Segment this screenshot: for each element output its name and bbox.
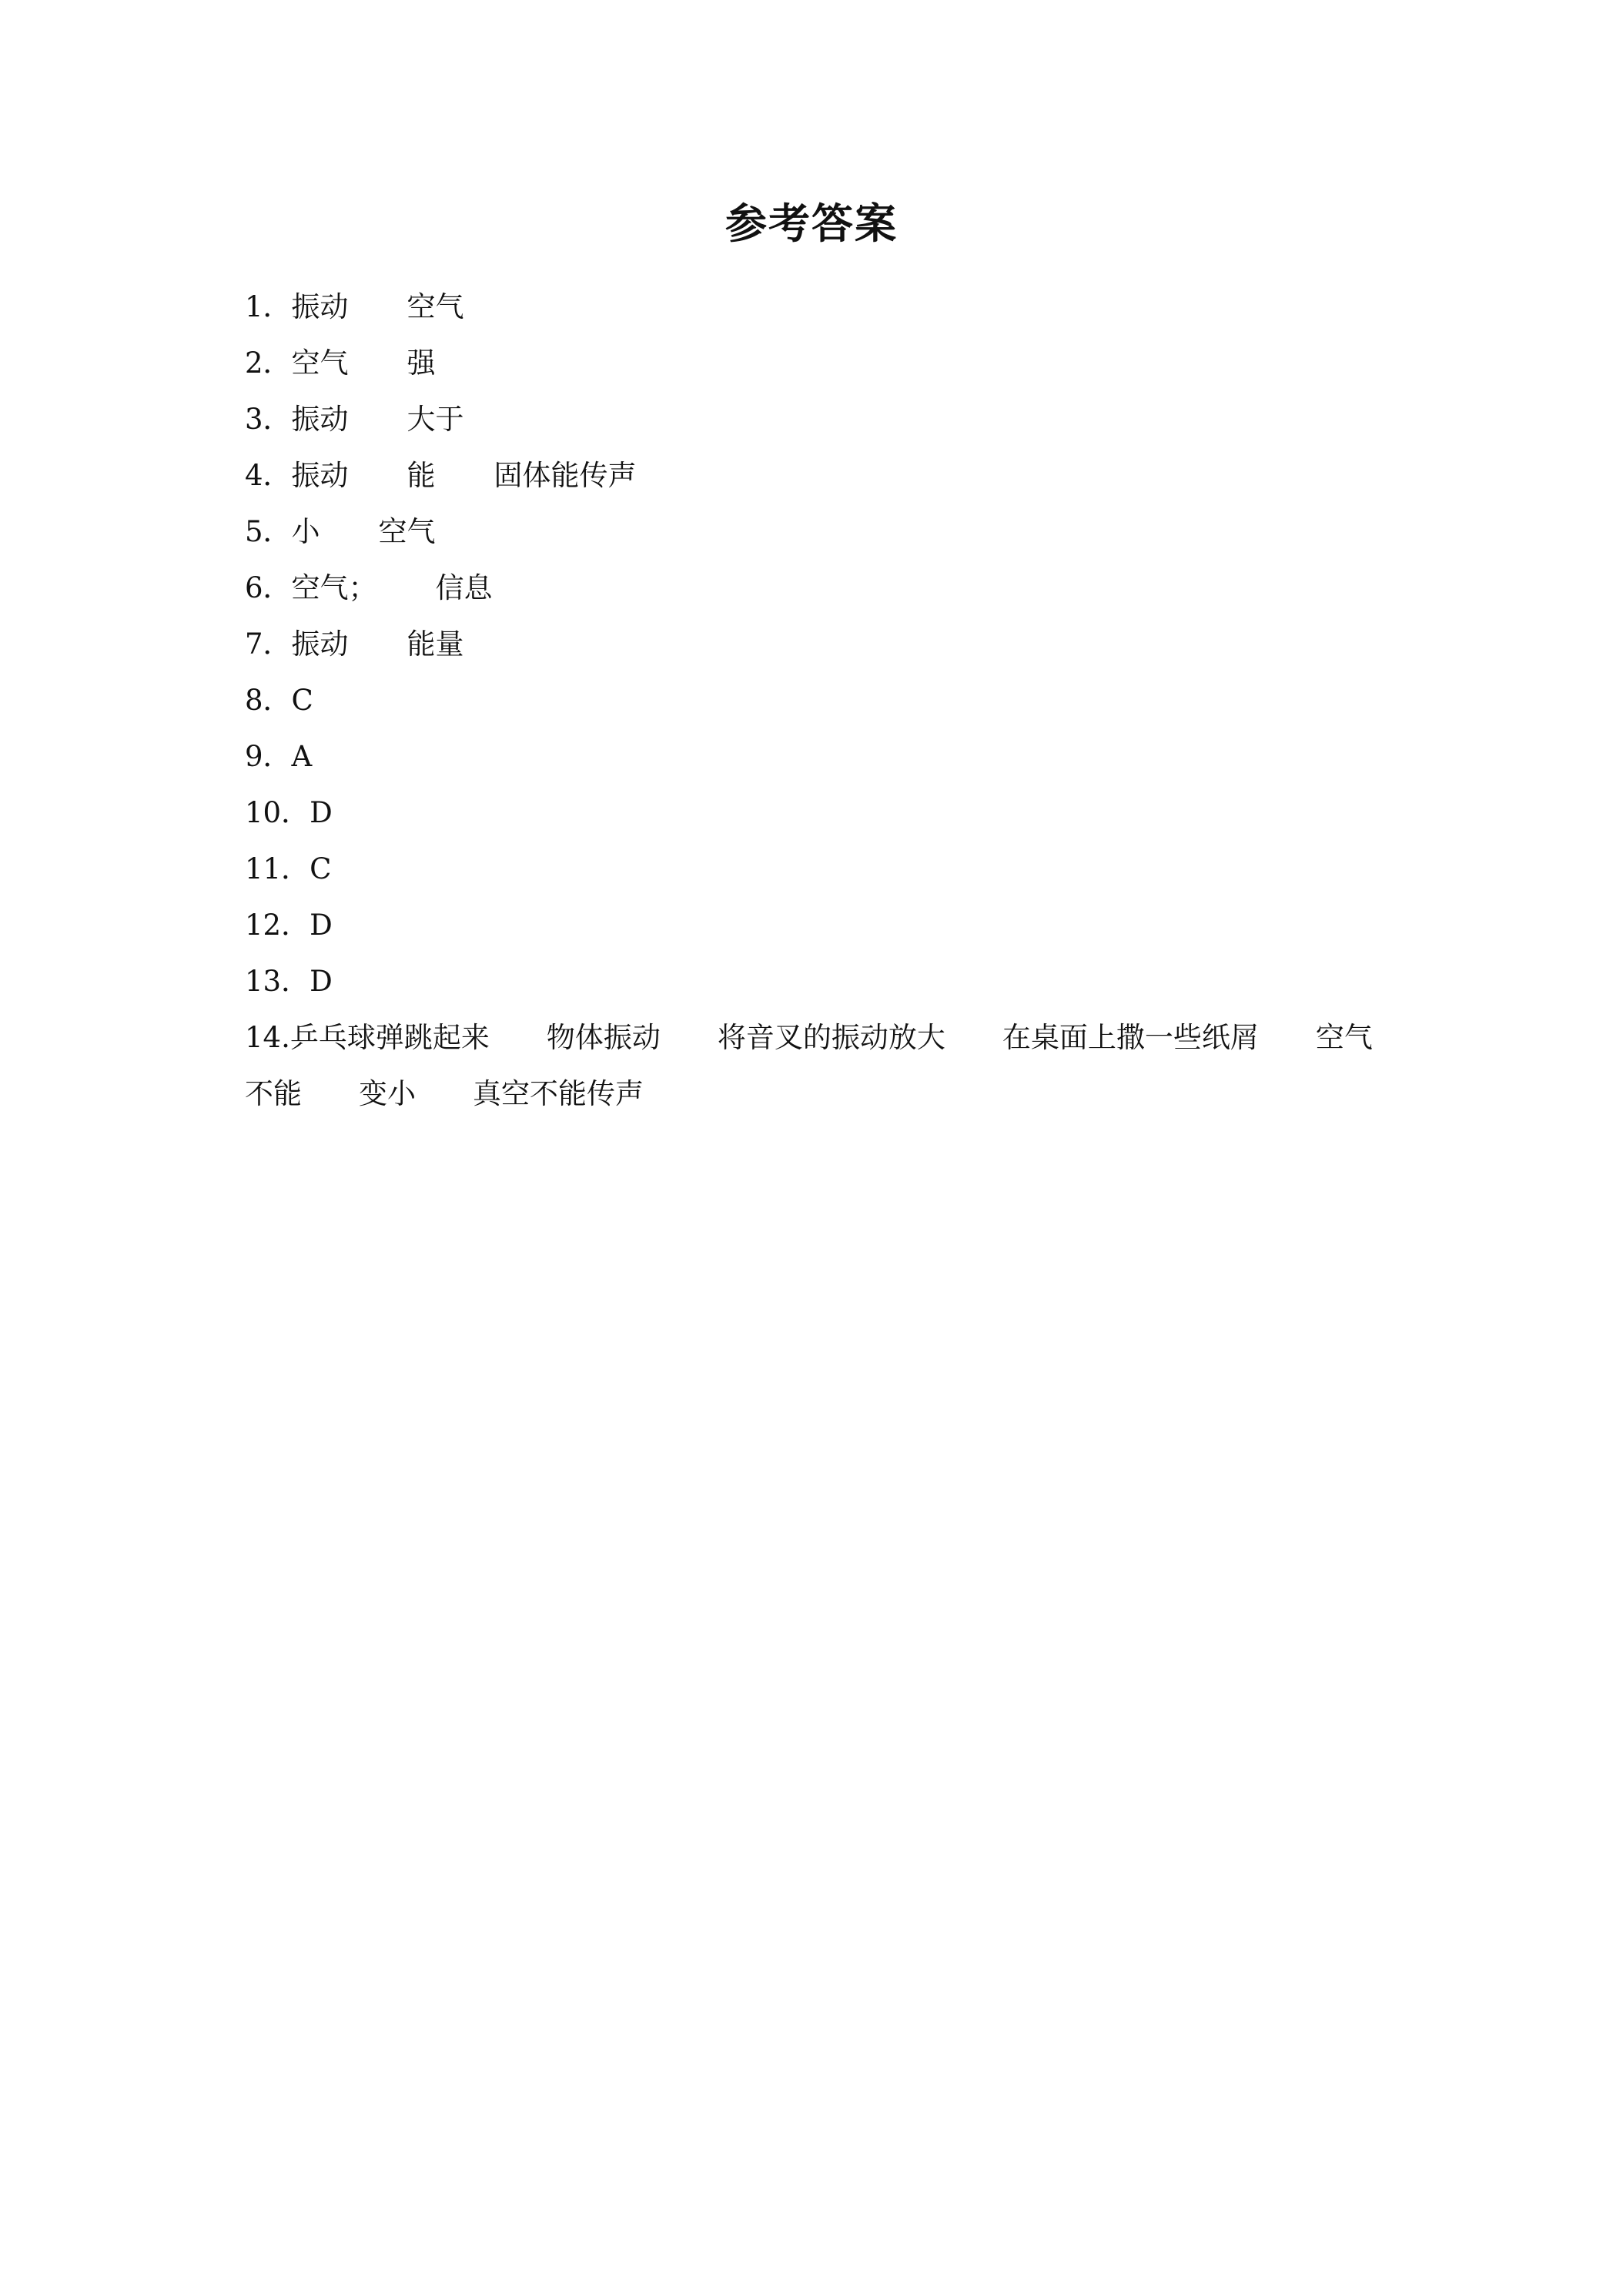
answer-text: 空气	[291, 346, 349, 380]
answer-7	[245, 616, 1400, 672]
answer-text: 空气	[407, 290, 464, 323]
question-number: 8．	[245, 684, 292, 717]
answer-text: 固体能传声	[494, 459, 637, 492]
question-number: 7．	[245, 628, 292, 661]
question-number: 9．	[245, 740, 292, 773]
question-number: 11．	[245, 852, 310, 885]
question-number: 5．	[245, 515, 292, 548]
question-number: 6．	[245, 571, 292, 604]
question-number: 3．	[245, 403, 292, 436]
answer-text: D	[310, 909, 333, 942]
answer-8	[245, 672, 1400, 728]
answer-text: 不能	[245, 1077, 302, 1110]
answer-text: 将音叉的振动放大	[717, 1021, 945, 1054]
answer-text: C	[310, 852, 332, 885]
question-number: 2．	[245, 346, 292, 380]
answer-13	[245, 953, 1400, 1009]
answer-3	[245, 391, 1400, 447]
answer-text: 大于	[407, 403, 464, 436]
answer-text: 强	[407, 346, 436, 380]
question-number: 12．	[245, 909, 310, 942]
answer-text: C	[291, 684, 313, 717]
question-number: 4．	[245, 459, 292, 492]
answer-text: 空气；	[291, 571, 377, 604]
answer-text: 空气	[1315, 1021, 1373, 1054]
question-number: 13．	[245, 965, 310, 998]
answer-14-line-2	[245, 1066, 1400, 1122]
answer-text: 能	[407, 459, 436, 492]
answer-2	[245, 335, 1400, 391]
answer-10	[245, 785, 1400, 841]
answer-text: 物体振动	[546, 1021, 661, 1054]
page-title: 参考答案	[725, 199, 898, 248]
answer-1	[245, 279, 1400, 335]
question-number: 10．	[245, 796, 310, 829]
answer-text: 在桌面上撒一些纸屑	[1002, 1021, 1259, 1054]
answer-text: 振动	[291, 290, 349, 323]
answer-9	[245, 728, 1400, 785]
answer-text: A	[291, 740, 313, 773]
answer-text: 乒乓球弹跳起来	[289, 1021, 490, 1054]
answer-14-line-1	[245, 1009, 1400, 1066]
answer-12	[245, 897, 1400, 953]
question-number: 14.	[245, 1021, 290, 1054]
answer-4	[245, 447, 1400, 504]
answer-text: D	[310, 965, 333, 998]
answer-text: 空气	[378, 515, 436, 548]
answer-5	[245, 504, 1400, 560]
answer-list	[245, 279, 1400, 1122]
answer-text: D	[310, 796, 333, 829]
answer-text: 振动	[291, 403, 349, 436]
answer-text: 小	[291, 515, 320, 548]
answer-text: 能量	[407, 628, 464, 661]
answer-text: 振动	[291, 628, 349, 661]
answer-11	[245, 841, 1400, 897]
answer-text: 振动	[291, 459, 349, 492]
answer-text: 变小	[359, 1077, 416, 1110]
answer-text: 真空不能传声	[473, 1077, 644, 1110]
answer-text: 信息	[435, 571, 493, 604]
question-number: 1．	[245, 290, 292, 323]
answer-6	[245, 560, 1400, 616]
